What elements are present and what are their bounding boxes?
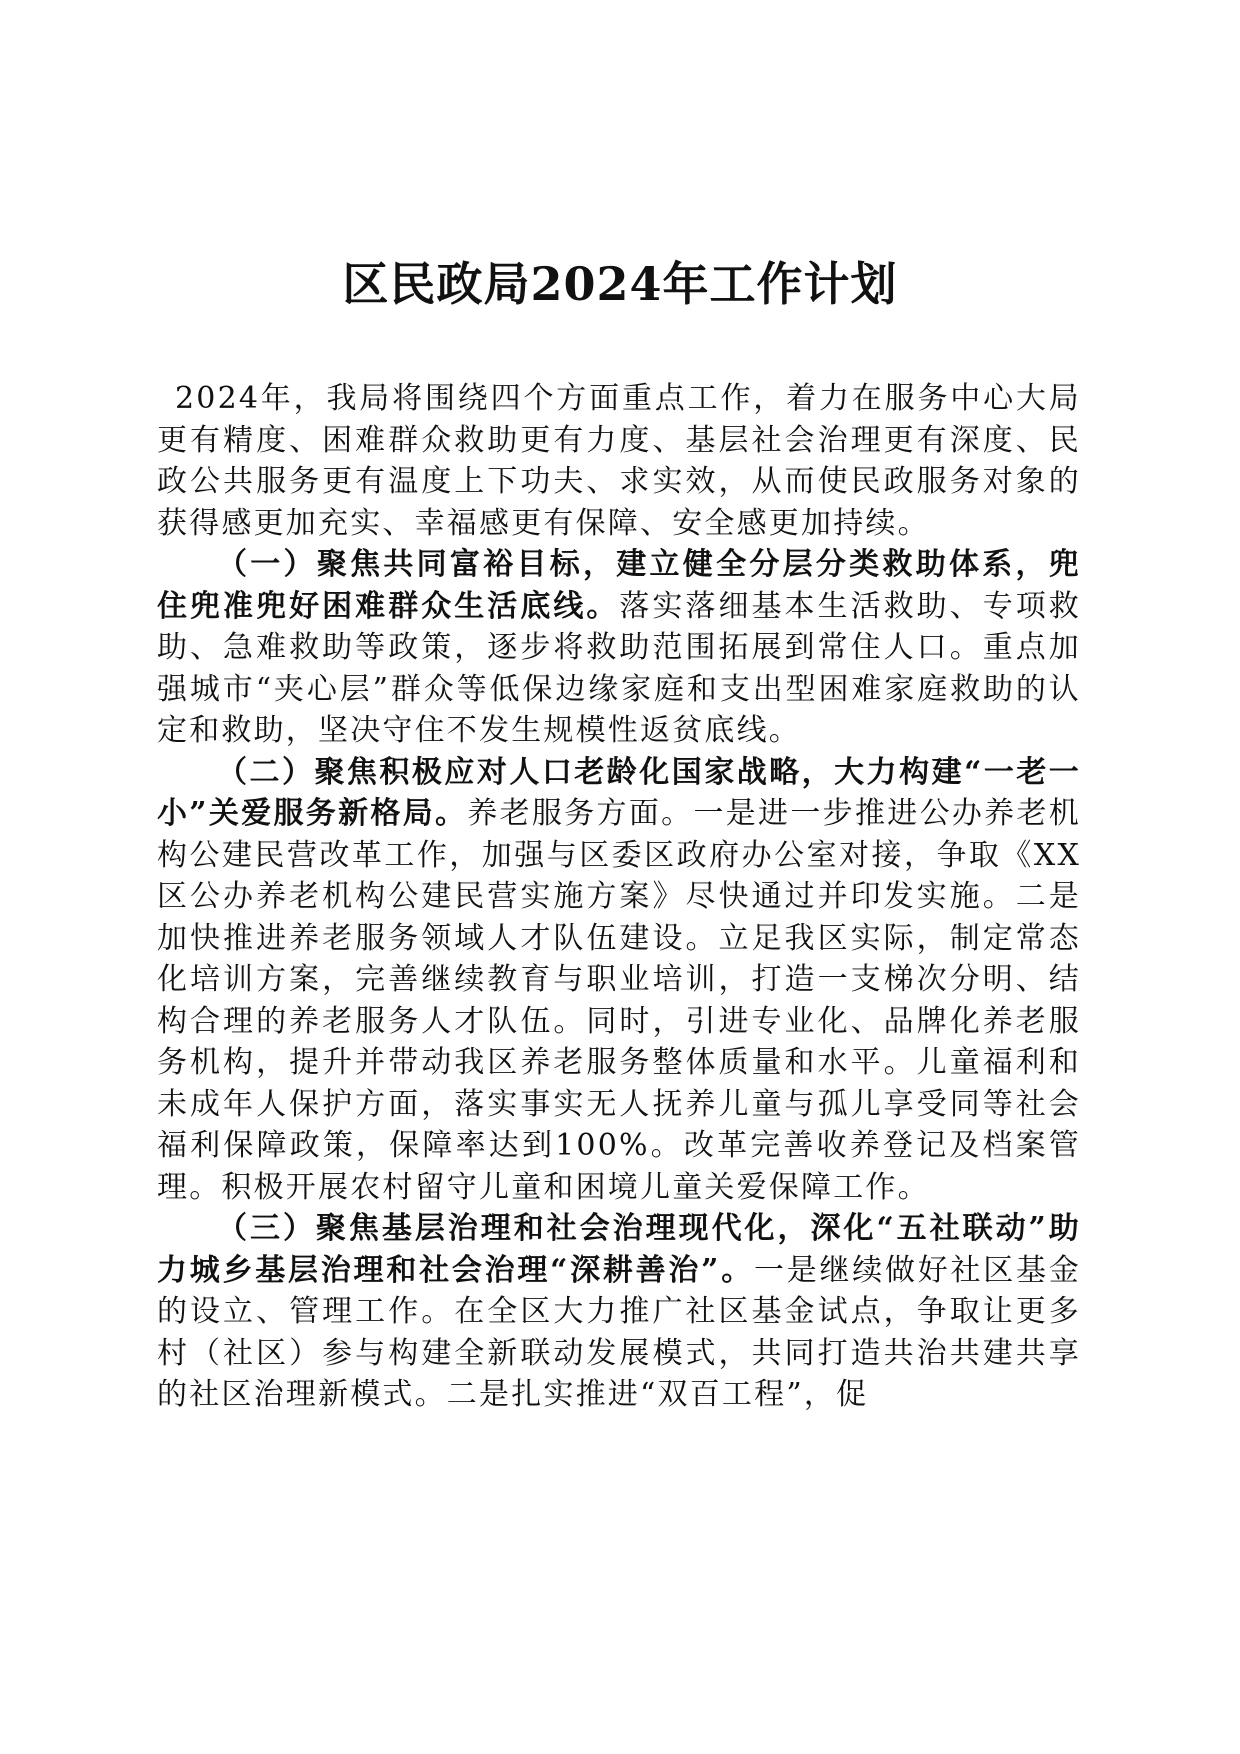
- section-paragraph-2: [157, 752, 1081, 1209]
- intro-paragraph: 2024年，我局将围绕四个方面重点工作，着力在服务中心大局更有精度、困难群众救助更有力度、基层社会治理更有深度、民政公共服务更有温度上下功夫、求实效，从而使民政服务对象的获得感更加充实、幸福感更有保障、安全感更加持续。: [157, 381, 1081, 541]
- section-paragraph-3: [157, 1208, 1081, 1416]
- document-body: [157, 378, 1081, 1416]
- section-text-1: 落实落细基本生活救助、专项救助、急难救助等政策，逐步将救助范围拓展到常住人口。重点加强城市“夹心层”群众等低保边缘家庭和支出型困难家庭救助的认定和救助，坚决守住不发生规模性返贫底线。: [157, 588, 1081, 748]
- section-paragraph-1: [157, 544, 1081, 752]
- section-text-3: 一是继续做好社区基金的设立、管理工作。在全区大力推广社区基金试点，争取让更多村（社区）参与构建全新联动发展模式，共同打造共治共建共享的社区治理新模式。二是扎实推进“双百工程”，促: [157, 1252, 1082, 1412]
- section-lead-1: （一）聚焦共同富裕目标，建立健全分层分类救助体系，兜住兜准兜好困难群众生活底线。: [157, 547, 1081, 624]
- section-lead-2: （二）聚焦积极应对人口老龄化国家战略，大力构建“一老一小”关爱服务新格局。: [157, 754, 1081, 831]
- document-title: 区民政局2024年工作计划: [342, 257, 898, 311]
- section-text-2: 养老服务方面。一是进一步推进公办养老机构公建民营改革工作，加强与区委区政府办公室对接，争取《XX区公办养老机构公建民营实施方案》尽快通过并印发实施。二是加快推进养老服务领域人才队伍建设。立足我区实际，制定常态化培训方案，完善继续教育与职业培训，打造一支梯次分明、结构合理的养老服务人才队伍。同时，引进专业化、品牌化养老服务机构，提升并带动我区养老服务整体质量和水平。儿童福利和未成年人保护方面，落实事实无人抚养儿童与孤儿享受同等社会福利保障政策，保障率达到100%。改革完善收养登记及档案管理。积极开展农村留守儿童和困境儿童关爱保障工作。: [157, 796, 1081, 1205]
- section-lead-3: （三）聚焦基层治理和社会治理现代化，深化“五社联动”助力城乡基层治理和社会治理“深耕善治”。: [157, 1211, 1081, 1288]
